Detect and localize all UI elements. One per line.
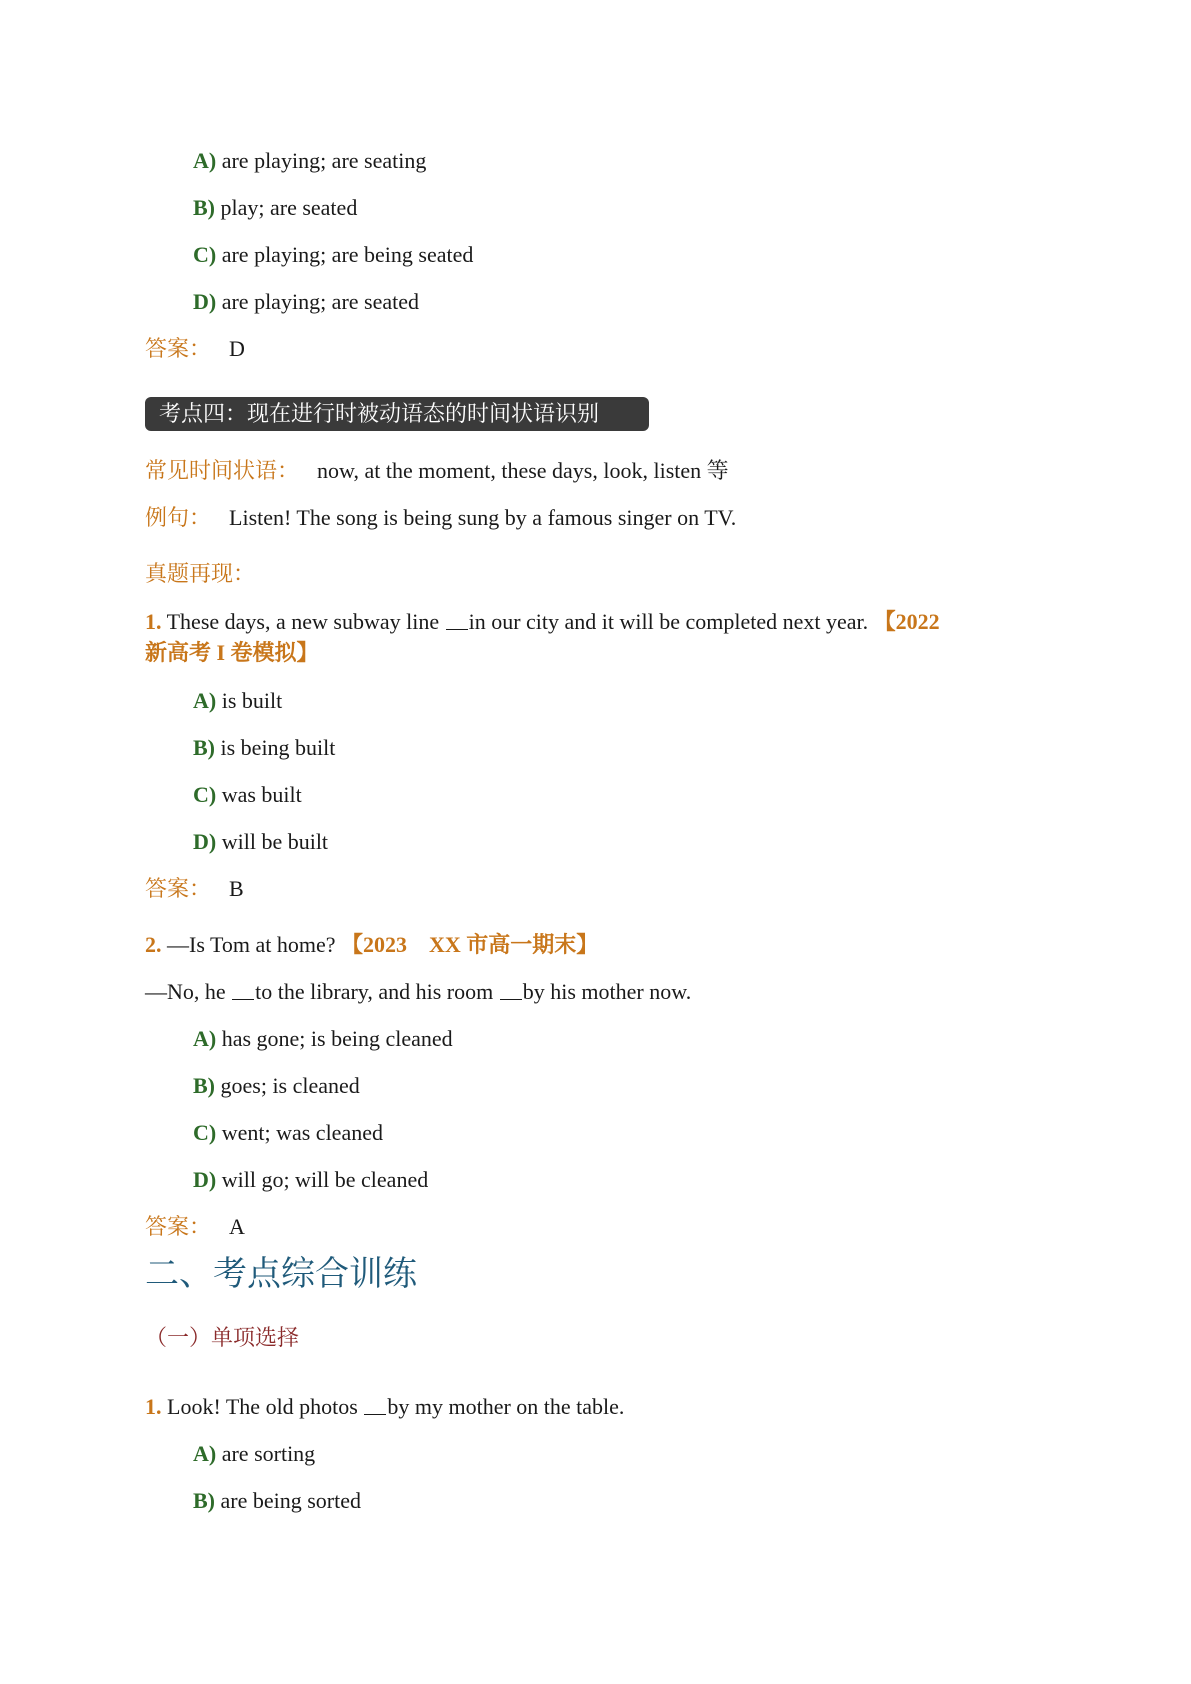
- answer-line: 答案： A: [145, 1214, 245, 1239]
- answer-blank: [364, 1396, 386, 1415]
- question-2-reply: —No, he to the library, and his room by his mother now.: [145, 979, 692, 1004]
- option-c: C) was built: [193, 782, 302, 807]
- option-b: B) play; are seated: [193, 195, 358, 220]
- answer-blank: [446, 611, 468, 630]
- kaodian-tag: 考点四：现在进行时被动语态的时间状语识别: [145, 397, 649, 431]
- option-d: D) are playing; are seated: [193, 289, 419, 314]
- option-b: B) is being built: [193, 735, 336, 760]
- zhenti-heading: 真题再现：: [145, 561, 256, 586]
- option-b: B) are being sorted: [193, 1488, 361, 1513]
- question-2-line: 2. —Is Tom at home? 【2023 XX 市高一期末】: [145, 932, 599, 957]
- example-sentence-line: 例句： Listen! The song is being sung by a famous singer on TV.: [145, 505, 737, 530]
- option-a: A) are sorting: [193, 1441, 316, 1466]
- option-b: B) goes; is cleaned: [193, 1073, 360, 1098]
- subsection-title: （一）单项选择: [145, 1325, 300, 1350]
- question-1-source: 新高考 I 卷模拟】: [145, 640, 319, 665]
- option-d: D) will be built: [193, 829, 329, 854]
- option-a: A) has gone; is being cleaned: [193, 1026, 453, 1051]
- option-a: A) is built: [193, 688, 283, 713]
- answer-line: 答案： B: [145, 876, 244, 901]
- answer-blank: [232, 981, 254, 1000]
- answer-line: 答案： D: [145, 336, 245, 361]
- question-1-line: 1. These days, a new subway line in our city and it will be completed next year. 【2022: [145, 609, 940, 634]
- option-d: D) will go; will be cleaned: [193, 1167, 429, 1192]
- option-a: A) are playing; are seating: [193, 148, 427, 173]
- answer-blank: [500, 981, 522, 1000]
- common-adverbials-line: 常见时间状语： now, at the moment, these days, look, listen 等: [145, 458, 729, 483]
- option-c: C) went; was cleaned: [193, 1120, 383, 1145]
- section-title: 二、考点综合训练: [145, 1256, 417, 1293]
- option-c: C) are playing; are being seated: [193, 242, 474, 267]
- question-3-line: 1. Look! The old photos by my mother on the table.: [145, 1394, 625, 1419]
